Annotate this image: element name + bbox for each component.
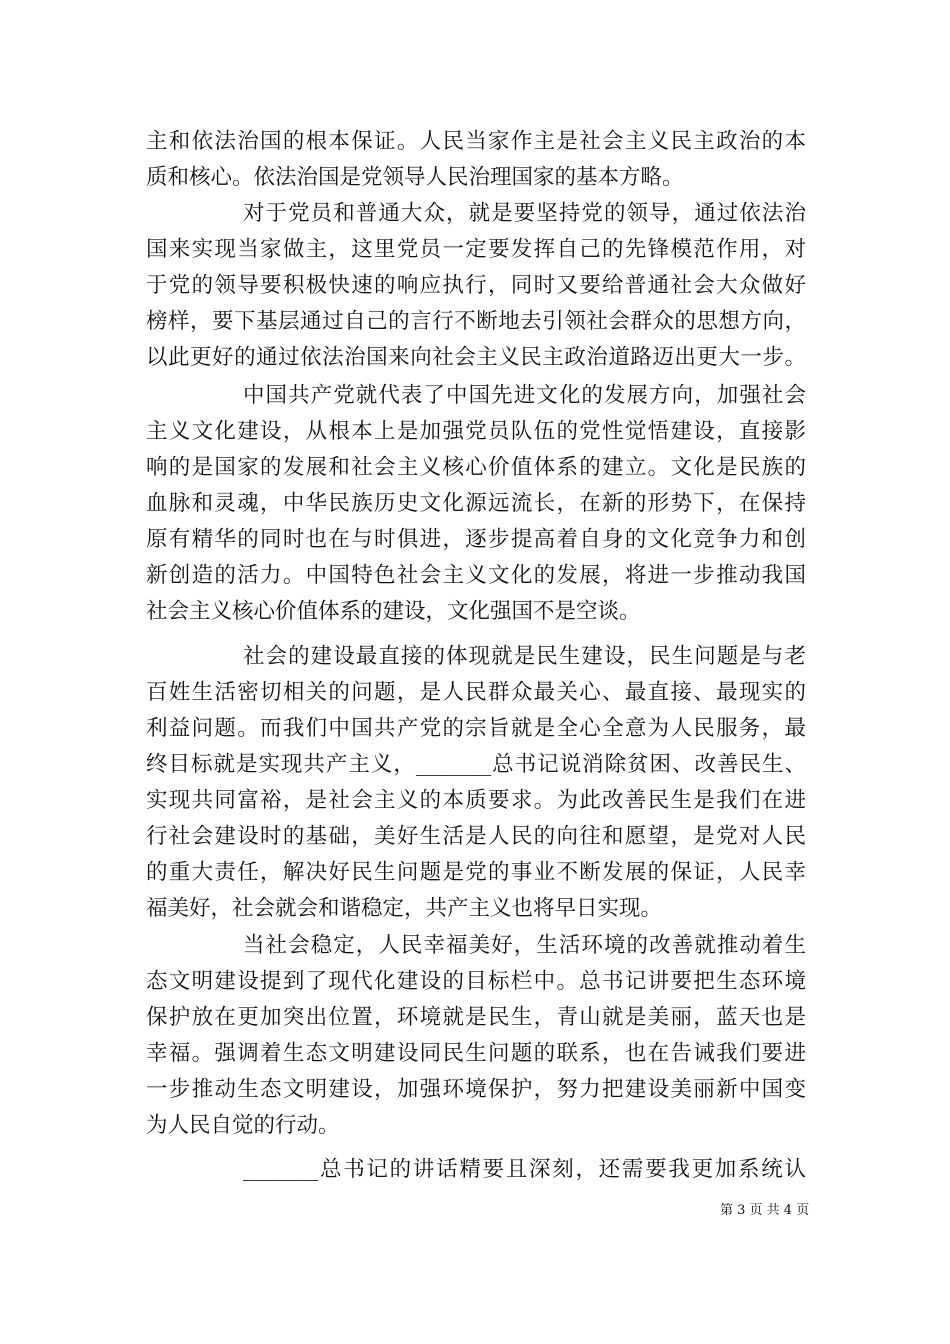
text-line: 百姓生活密切相关的问题，是人民群众最关心、最直接、最现实的 — [146, 680, 806, 705]
text-line: 以此更好的通过依法治国来向社会主义民主政治道路迈出更大一步。 — [146, 345, 806, 370]
text-line: 血脉和灵魂，中华民族历史文化源远流长，在新的形势下，在保持 — [146, 491, 806, 516]
text-line: 社会主义核心价值体系的建设，文化强国不是空谈。 — [146, 599, 641, 624]
text-line: 社会的建设最直接的体现就是民生建设，民生问题是与老 — [243, 644, 806, 669]
text-line: 原有精华的同时也在与时俱进，逐步提高着自身的文化竞争力和创 — [146, 527, 806, 552]
text-line: 幸福。强调着生态文明建设同民生问题的联系，也在告诫我们要进 — [146, 1041, 806, 1066]
text-line: 态文明建设提到了现代化建设的目标栏中。总书记讲要把生态环境 — [146, 969, 806, 994]
text-line: 榜样，要下基层通过自己的言行不断地去引领社会群众的思想方向， — [146, 309, 806, 334]
text-line: 实现共同富裕，是社会主义的本质要求。为此改善民生是我们在进 — [146, 788, 806, 813]
text-line: 为人民自觉的行动。 — [146, 1113, 340, 1138]
text-line: 当社会稳定，人民幸福美好，生活环境的改善就推动着生 — [243, 933, 806, 958]
text-line: 对于党员和普通大众，就是要坚持党的领导，通过依法治 — [243, 201, 806, 226]
text-line: 响的是国家的发展和社会主义核心价值体系的建立。文化是民族的 — [146, 455, 806, 480]
text-line: 主和依法治国的根本保证。人民当家作主是社会主义民主政治的本 — [146, 129, 806, 154]
text-line: 于党的领导要积极快速的响应执行，同时又要给普通社会大众做好 — [146, 273, 806, 298]
text-line: 终目标就是实现共产主义，_______总书记说消除贫困、改善民生、 — [146, 752, 806, 777]
text-line: 一步推动生态文明建设，加强环境保护，努力把建设美丽新中国变 — [146, 1077, 806, 1102]
text-line: 保护放在更加突出位置，环境就是民生，青山就是美丽，蓝天也是 — [146, 1005, 806, 1030]
text-line: 主义文化建设，从根本上是加强党员队伍的党性觉悟建设，直接影 — [146, 419, 806, 444]
text-line: _______总书记的讲话精要且深刻，还需要我更加系统认 — [243, 1157, 806, 1182]
text-line: 国来实现当家做主，这里党员一定要发挥自己的先锋模范作用，对 — [146, 237, 806, 262]
text-line: 中国共产党就代表了中国先进文化的发展方向，加强社会 — [243, 383, 806, 408]
text-line: 福美好，社会就会和谐稳定，共产主义也将早日实现。 — [146, 896, 663, 921]
text-line: 新创造的活力。中国特色社会主义文化的发展，将进一步推动我国 — [146, 563, 806, 588]
page-number: 第 3 页 共 4 页 — [720, 1203, 810, 1218]
text-line: 的重大责任，解决好民生问题是党的事业不断发展的保证，人民幸 — [146, 860, 806, 885]
text-line: 利益问题。而我们中国共产党的宗旨就是全心全意为人民服务，最 — [146, 716, 806, 741]
text-line: 行社会建设时的基础，美好生活是人民的向往和愿望，是党对人民 — [146, 824, 806, 849]
text-line: 质和核心。依法治国是党领导人民治理国家的基本方略。 — [146, 165, 684, 190]
